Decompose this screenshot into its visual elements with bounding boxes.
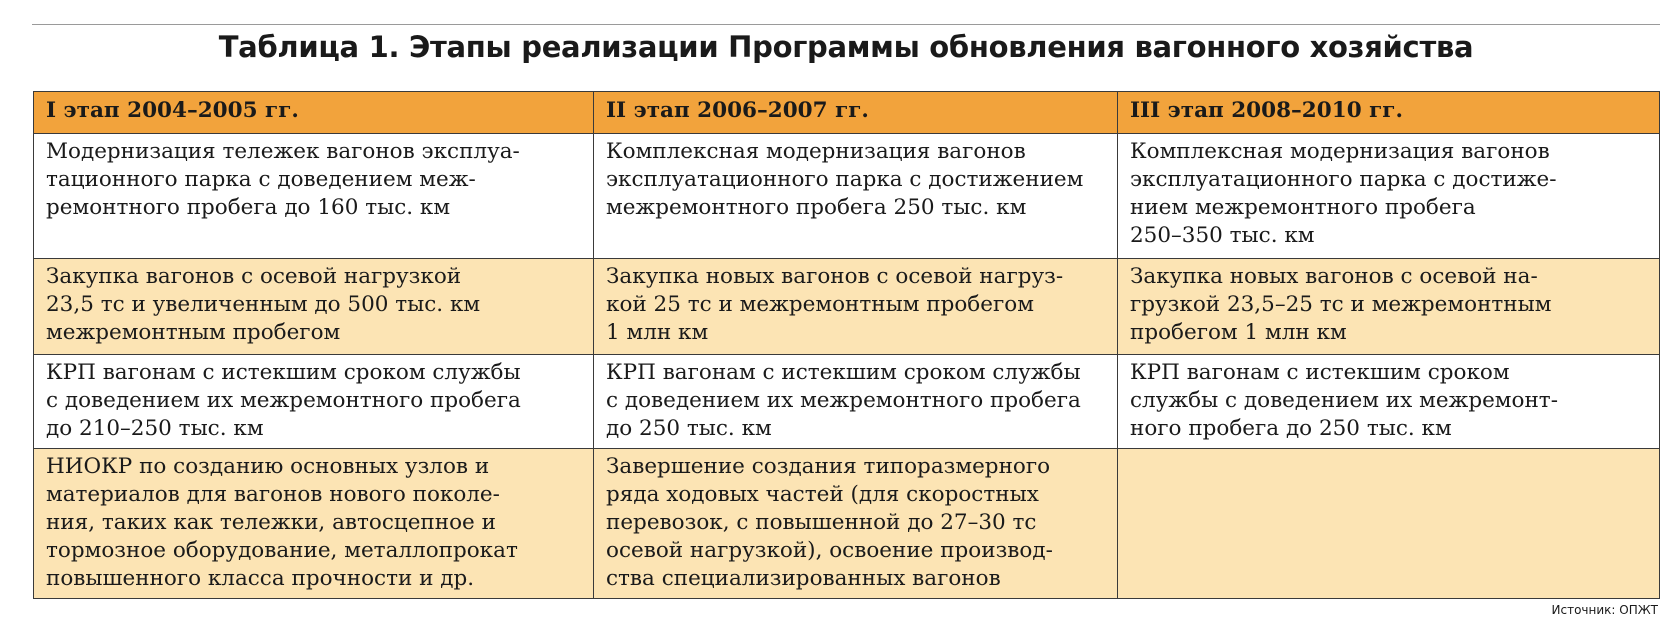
table-row	[34, 355, 1660, 449]
table-cell: Модернизация тележек вагонов эксплуа- тационного парка с доведением меж- ремонтного пробега до 160 тыс. км	[34, 134, 594, 259]
source-note: Источник: ОПЖТ	[1551, 603, 1658, 617]
header-stage-1: I этап 2004–2005 гг.	[34, 92, 594, 134]
stages-table	[33, 91, 1660, 599]
top-divider	[32, 24, 1660, 25]
table-cell: Завершение создания типоразмерного ряда ходовых частей (для скоростных перевозок, с повышенной до 27–30 тс осевой нагрузкой), освоение производ- ства специализированных вагонов	[594, 449, 1118, 599]
table-title: Таблица 1. Этапы реализации Программы обновления вагонного хозяйства	[218, 30, 1474, 64]
table-cell: Закупка новых вагонов с осевой нагруз- кой 25 тс и межремонтным пробегом 1 млн км	[594, 259, 1118, 355]
table-cell: КРП вагонам с истекшим сроком службы с доведением их межремонтного пробега до 250 тыс. км	[594, 355, 1118, 449]
table-cell: НИОКР по созданию основных узлов и материалов для вагонов нового поколе- ния, таких как тележки, автосцепное и тормозное оборудование, металлопрокат повышенного класса прочности и др.	[34, 449, 594, 599]
table-cell-empty	[1118, 449, 1660, 599]
table-row	[34, 449, 1660, 599]
table-cell: Комплексная модернизация вагонов эксплуатационного парка с достиже- нием межремонтного пробега 250–350 тыс. км	[1118, 134, 1660, 259]
table-row	[34, 259, 1660, 355]
header-stage-2: II этап 2006–2007 гг.	[594, 92, 1118, 134]
table-cell: КРП вагонам с истекшим сроком службы с доведением их межремонтного пробега до 210–250 тыс. км	[34, 355, 594, 449]
table-header-row	[34, 92, 1660, 134]
table-cell: Комплексная модернизация вагонов эксплуатационного парка с достижением межремонтного пробега 250 тыс. км	[594, 134, 1118, 259]
header-stage-3: III этап 2008–2010 гг.	[1118, 92, 1660, 134]
table-cell: КРП вагонам с истекшим сроком службы с доведением их межремонт- ного пробега до 250 тыс. км	[1118, 355, 1660, 449]
table-cell: Закупка вагонов с осевой нагрузкой 23,5 тс и увеличенным до 500 тыс. км межремонтным пробегом	[34, 259, 594, 355]
table-cell: Закупка новых вагонов с осевой на- грузкой 23,5–25 тс и межремонтным пробегом 1 млн км	[1118, 259, 1660, 355]
table-row	[34, 134, 1660, 259]
